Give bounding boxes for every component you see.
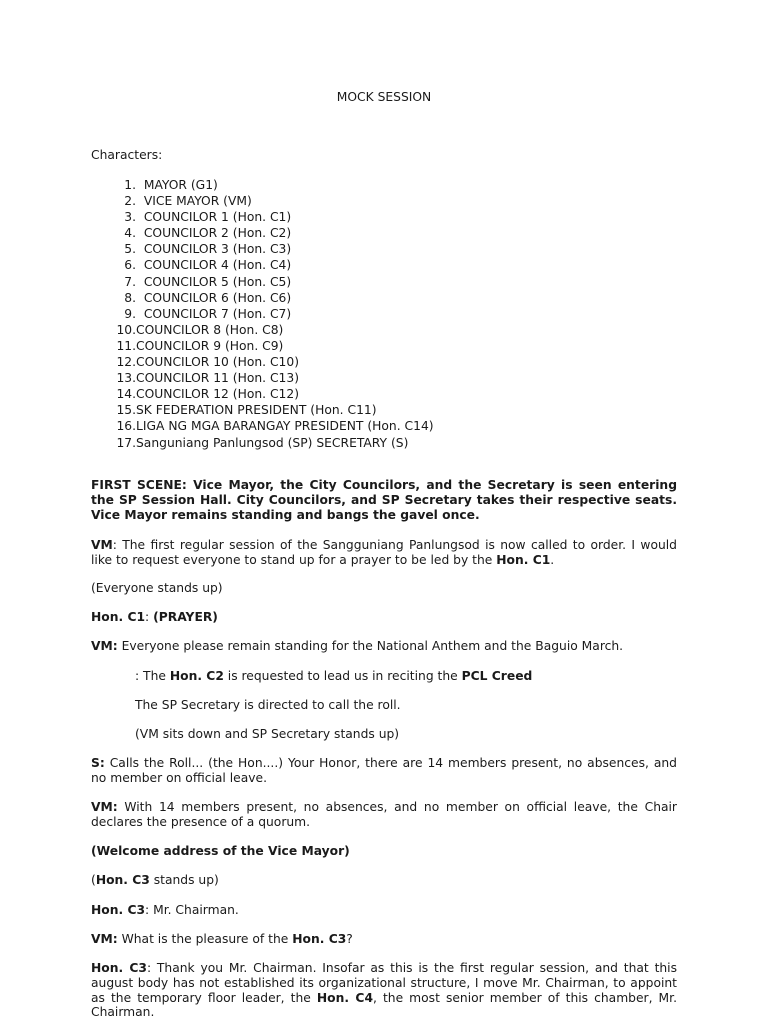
list-item: 5. COUNCILOR 3 (Hon. C3) xyxy=(124,242,292,257)
document-title: MOCK SESSION xyxy=(336,90,432,104)
list-item: 2. VICE MAYOR (VM) xyxy=(124,194,252,209)
list-item: 9. COUNCILOR 7 (Hon. C7) xyxy=(124,306,292,321)
list-item: 14.COUNCILOR 12 (Hon. C12) xyxy=(116,387,299,402)
list-item: 7. COUNCILOR 5 (Hon. C5) xyxy=(124,274,292,289)
list-item: 15.SK FEDERATION PRESIDENT (Hon. C11) xyxy=(116,403,377,418)
roll-call-paragraph: S: Calls the Roll... (the Hon....) Your Honor, there are 14 members present, no absences, and no member on official leave. xyxy=(91,756,677,785)
list-item: 4. COUNCILOR 2 (Hon. C2) xyxy=(124,226,292,241)
list-item: 8. COUNCILOR 6 (Hon. C6) xyxy=(124,290,292,305)
list-item: 17.Sanguniang Panlungsod (SP) SECRETARY (S) xyxy=(116,435,409,450)
roll-call-directive: The SP Secretary is directed to call the roll. xyxy=(135,698,401,712)
list-item: 13.COUNCILOR 11 (Hon. C13) xyxy=(116,371,299,386)
first-scene-paragraph: FIRST SCENE: Vice Mayor, the City Councilors, and the Secretary is seen entering the SP Session Hall. City Councilors, and SP Secretary takes their respective seats. Vice Mayor remains standing and bangs the gavel once. xyxy=(91,478,677,522)
list-item: 16.LIGA NG MGA BARANGAY PRESIDENT (Hon. C14) xyxy=(116,419,434,434)
anthem-line: VM: Everyone please remain standing for the National Anthem and the Baguio March. xyxy=(91,639,624,653)
welcome-address-line: (Welcome address of the Vice Mayor) xyxy=(91,844,350,858)
c3-motion-paragraph: Hon. C3: Thank you Mr. Chairman. Insofar as this is the first regular session, and that this august body has not established its organizational structure, I move Mr. Chairman, to appoint as the temporary floor leader, the Hon. C4, the most senior member of this chamber, Mr. Chairman. xyxy=(91,961,678,1020)
stage-direction: (Hon. C3 stands up) xyxy=(91,873,219,887)
prayer-line: Hon. C1: (PRAYER) xyxy=(91,610,218,624)
list-item: 11.COUNCILOR 9 (Hon. C9) xyxy=(116,338,284,353)
list-item: 12.COUNCILOR 10 (Hon. C10) xyxy=(116,355,299,370)
stage-direction: (VM sits down and SP Secretary stands up) xyxy=(135,727,400,741)
vm-opening-paragraph: VM: The first regular session of the Sangguniang Panlungsod is now called to order. I would like to request everyone to stand up for a prayer to be led by the Hon. C1. xyxy=(91,538,677,567)
c3-line: Hon. C3: Mr. Chairman. xyxy=(91,903,239,917)
list-item: 10.COUNCILOR 8 (Hon. C8) xyxy=(116,322,284,337)
stage-direction: (Everyone stands up) xyxy=(91,581,223,595)
list-item: 6. COUNCILOR 4 (Hon. C4) xyxy=(124,258,292,273)
creed-line: : The Hon. C2 is requested to lead us in reciting the PCL Creed xyxy=(135,669,533,683)
quorum-paragraph: VM: With 14 members present, no absences, and no member on official leave, the Chair declares the presence of a quorum. xyxy=(91,800,677,829)
list-item: 1. MAYOR (G1) xyxy=(124,178,218,192)
list-item: 3. COUNCILOR 1 (Hon. C1) xyxy=(124,210,292,225)
characters-list xyxy=(91,177,434,451)
characters-label: Characters: xyxy=(91,148,163,162)
vm-pleasure-line: VM: What is the pleasure of the Hon. C3? xyxy=(91,932,353,946)
